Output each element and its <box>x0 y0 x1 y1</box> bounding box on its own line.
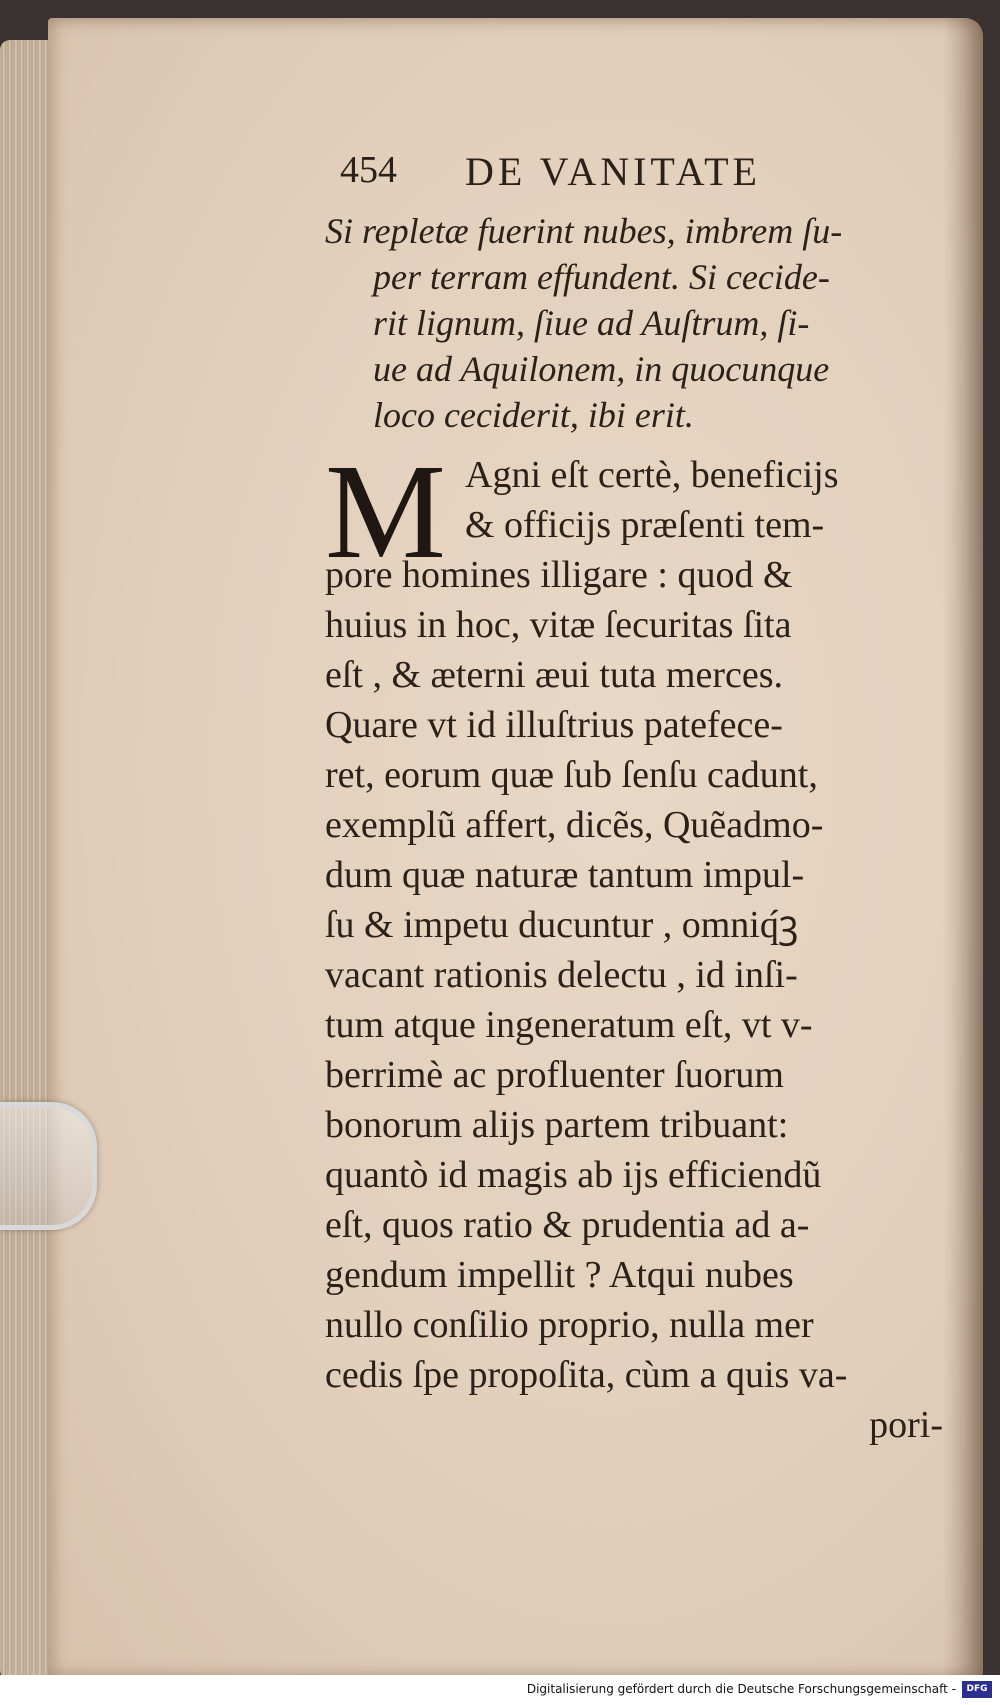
body-line: ſu & impetu ducuntur , omniq́ꝫ <box>325 904 799 946</box>
dfg-logo: DFG <box>962 1681 992 1698</box>
running-head: DE VANITATE <box>465 149 761 194</box>
verse-line: rit lignum, ſiue ad Auſtrum, ſi- <box>373 303 810 343</box>
body-line: ret, eorum quæ ſub ſenſu cadunt, <box>325 754 818 796</box>
body-line: exemplũ affert, dicẽs, Quẽadmo- <box>325 804 824 846</box>
verse-line: ue ad Aquilonem, in quocunque <box>373 349 830 389</box>
body-line: cedis ſpe propoſita, cùm a quis va- <box>325 1354 848 1396</box>
page-header <box>325 148 955 208</box>
scripture-verse <box>325 208 955 438</box>
verse-line: Si repletæ fuerint nubes, imbrem ſu- <box>325 211 843 251</box>
body-line: vacant rationis delectu , id inſi- <box>325 954 798 996</box>
footer-bar <box>0 1675 1000 1705</box>
page-clip <box>0 1102 97 1230</box>
body-line: pore homines illigare : quod & <box>325 554 793 596</box>
body-line: dum quæ naturæ tantum impul- <box>325 854 805 896</box>
verse-line: per terram effundent. Si cecide- <box>373 257 830 297</box>
body-line: eſt , & æterni æui tuta merces. <box>325 654 784 696</box>
catchword: pori- <box>869 1404 943 1446</box>
funding-credit: Digitalisierung gefördert durch die Deutsche Forschungsgemeinschaft - <box>526 1682 956 1696</box>
verse-line: loco ceciderit, ibi erit. <box>373 395 694 435</box>
body-line: nullo conſilio proprio, nulla mer <box>325 1304 814 1346</box>
drop-cap: M <box>325 437 446 587</box>
body-line: quantò id magis ab ijs efficiendũ <box>325 1154 822 1196</box>
body-line: huius in hoc, vitæ ſecuritas ſita <box>325 604 792 646</box>
body-line: Quare vt id illuſtrius patefece- <box>325 704 783 746</box>
body-line: eſt, quos ratio & prudentia ad a- <box>325 1204 810 1246</box>
body-line: gendum impellit ? Atqui nubes <box>325 1254 794 1296</box>
body-text <box>325 437 955 1450</box>
text-block <box>325 148 955 1450</box>
body-line: berrimè ac profluenter ſuorum <box>325 1054 784 1096</box>
body-line: & officijs præſenti tem- <box>465 504 825 546</box>
body-line: Agni eſt certè, beneficijs <box>465 454 839 496</box>
body-line: bonorum alijs partem tribuant: <box>325 1104 789 1146</box>
body-line: tum atque ingeneratum eſt, vt v- <box>325 1004 813 1046</box>
page-number: 454 <box>340 149 397 191</box>
